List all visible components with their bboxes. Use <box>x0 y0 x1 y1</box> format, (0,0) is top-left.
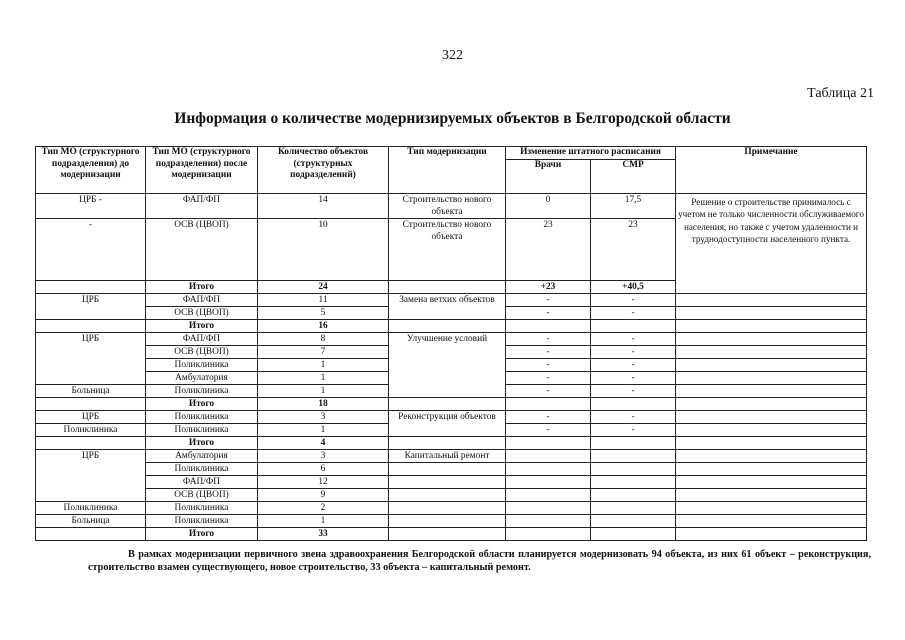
cell-before: ЦРБ <box>36 332 146 384</box>
cell-doctors: - <box>506 293 591 306</box>
note-cell <box>676 436 867 449</box>
note-cell <box>676 488 867 501</box>
cell-doctors: - <box>506 371 591 384</box>
header-staff-change: Изменение штатного расписания <box>506 147 676 160</box>
cell-before: ЦРБ <box>36 293 146 319</box>
cell-doctors <box>506 501 591 514</box>
cell-smr <box>591 319 676 332</box>
cell-doctors: - <box>506 306 591 319</box>
cell-count: 2 <box>258 501 389 514</box>
note-cell <box>676 410 867 423</box>
cell-after: Поликлиника <box>146 501 258 514</box>
cell-mod-type <box>389 475 506 488</box>
note-cell <box>676 306 867 319</box>
cell-doctors <box>506 462 591 475</box>
note-cell <box>676 501 867 514</box>
cell-before: Поликлиника <box>36 423 146 436</box>
cell-total-label: Итого <box>146 436 258 449</box>
header-type-before: Тип МО (структурного подразделения) до модернизации <box>36 147 146 194</box>
note-cell <box>676 358 867 371</box>
cell-doctors: - <box>506 410 591 423</box>
cell-before <box>36 319 146 332</box>
cell-doctors: - <box>506 384 591 397</box>
cell-after: Амбулатория <box>146 371 258 384</box>
cell-count: 6 <box>258 462 389 475</box>
cell-smr: 23 <box>591 218 676 280</box>
cell-doctors: 23 <box>506 218 591 280</box>
note-cell <box>676 514 867 527</box>
cell-mod-type <box>389 462 506 475</box>
cell-mod-type <box>389 514 506 527</box>
cell-before: Поликлиника <box>36 501 146 514</box>
table-label: Таблица 21 <box>807 86 874 101</box>
note-cell <box>676 345 867 358</box>
note-cell <box>676 397 867 410</box>
cell-smr: - <box>591 332 676 345</box>
cell-count: 5 <box>258 306 389 319</box>
cell-mod-type: Улучшение условий <box>389 332 506 397</box>
cell-doctors <box>506 488 591 501</box>
cell-mod-type: Замена ветхих объектов <box>389 293 506 319</box>
note-cell <box>676 371 867 384</box>
cell-smr <box>591 449 676 462</box>
cell-total-count: 16 <box>258 319 389 332</box>
cell-mod-type: Реконструкция объектов <box>389 410 506 436</box>
cell-smr <box>591 527 676 540</box>
cell-after: Поликлиника <box>146 462 258 475</box>
cell-mod-type: Строительство нового объекта <box>389 218 506 280</box>
cell-doctors <box>506 449 591 462</box>
note-cell: Решение о строительстве принималось с учетом не только численности обслуживаемого населения, но также с учетом удаленности и труднодоступности населенного пункта. <box>676 193 867 293</box>
cell-after: ОСВ (ЦВОП) <box>146 306 258 319</box>
cell-smr <box>591 397 676 410</box>
cell-after: ФАП/ФП <box>146 193 258 218</box>
cell-mod-type <box>389 488 506 501</box>
cell-count: 12 <box>258 475 389 488</box>
cell-before: ЦРБ <box>36 410 146 423</box>
cell-count: 1 <box>258 371 389 384</box>
cell-mod-type <box>389 397 506 410</box>
cell-doctors: - <box>506 345 591 358</box>
note-cell <box>676 319 867 332</box>
cell-smr <box>591 436 676 449</box>
cell-smr: - <box>591 410 676 423</box>
cell-mod-type <box>389 319 506 332</box>
note-cell <box>676 384 867 397</box>
header-object-count: Количество объектов (структурных подразделений) <box>258 147 389 194</box>
cell-smr: +40,5 <box>591 280 676 293</box>
cell-doctors <box>506 514 591 527</box>
footnote: В рамках модернизации первичного звена здравоохранения Белгородской области планируется модернизовать 94 объекта, из них 61 объект – реконструкция, строительство взамен существующего, новое строительство, 33 объекта – капитальный ремонт. <box>88 549 871 573</box>
cell-mod-type: Капитальный ремонт <box>389 449 506 462</box>
cell-total-count: 33 <box>258 527 389 540</box>
cell-before: Больница <box>36 514 146 527</box>
cell-smr <box>591 462 676 475</box>
cell-mod-type <box>389 436 506 449</box>
cell-after: ОСВ (ЦВОП) <box>146 488 258 501</box>
cell-doctors <box>506 475 591 488</box>
cell-count: 14 <box>258 193 389 218</box>
cell-after: ФАП/ФП <box>146 293 258 306</box>
note-cell <box>676 293 867 306</box>
cell-count: 1 <box>258 384 389 397</box>
header-modernization-type: Тип модернизации <box>389 147 506 194</box>
cell-total-label: Итого <box>146 319 258 332</box>
note-cell <box>676 423 867 436</box>
cell-count: 1 <box>258 423 389 436</box>
cell-after: Поликлиника <box>146 410 258 423</box>
header-smr: СМР <box>591 159 676 193</box>
cell-count: 7 <box>258 345 389 358</box>
cell-smr: 17,5 <box>591 193 676 218</box>
document-title: Информация о количестве модернизируемых объектов в Белгородской области <box>174 110 731 127</box>
note-cell <box>676 449 867 462</box>
cell-smr <box>591 475 676 488</box>
cell-before: - <box>36 218 146 280</box>
cell-doctors: - <box>506 423 591 436</box>
note-cell <box>676 462 867 475</box>
cell-total-count: 4 <box>258 436 389 449</box>
header-type-after: Тип МО (структурного подразделения) после модернизации <box>146 147 258 194</box>
cell-mod-type: Строительство нового объекта <box>389 193 506 218</box>
cell-before: ЦРБ - <box>36 193 146 218</box>
cell-count: 11 <box>258 293 389 306</box>
cell-count: 10 <box>258 218 389 280</box>
modernization-table <box>35 146 867 541</box>
cell-doctors: - <box>506 332 591 345</box>
cell-doctors: 0 <box>506 193 591 218</box>
cell-after: ФАП/ФП <box>146 475 258 488</box>
cell-total-label: Итого <box>146 397 258 410</box>
cell-after: Амбулатория <box>146 449 258 462</box>
page-number: 322 <box>442 48 463 63</box>
cell-mod-type <box>389 527 506 540</box>
cell-after: Поликлиника <box>146 514 258 527</box>
cell-before <box>36 397 146 410</box>
cell-count: 8 <box>258 332 389 345</box>
cell-total-count: 18 <box>258 397 389 410</box>
cell-before <box>36 280 146 293</box>
cell-after: Поликлиника <box>146 358 258 371</box>
cell-count: 3 <box>258 410 389 423</box>
cell-smr <box>591 488 676 501</box>
cell-count: 1 <box>258 514 389 527</box>
cell-after: ФАП/ФП <box>146 332 258 345</box>
cell-count: 3 <box>258 449 389 462</box>
cell-count: 9 <box>258 488 389 501</box>
cell-smr: - <box>591 345 676 358</box>
cell-count: 1 <box>258 358 389 371</box>
note-cell <box>676 332 867 345</box>
cell-after: Поликлиника <box>146 384 258 397</box>
cell-doctors <box>506 527 591 540</box>
cell-doctors <box>506 319 591 332</box>
cell-before <box>36 527 146 540</box>
cell-doctors: - <box>506 358 591 371</box>
cell-smr: - <box>591 306 676 319</box>
cell-smr: - <box>591 371 676 384</box>
header-note: Примечание <box>676 147 867 194</box>
cell-smr: - <box>591 384 676 397</box>
cell-smr: - <box>591 358 676 371</box>
cell-total-count: 24 <box>258 280 389 293</box>
cell-smr: - <box>591 293 676 306</box>
cell-total-label: Итого <box>146 527 258 540</box>
cell-after: ОСВ (ЦВОП) <box>146 218 258 280</box>
cell-after: Поликлиника <box>146 423 258 436</box>
cell-doctors <box>506 397 591 410</box>
cell-doctors: +23 <box>506 280 591 293</box>
cell-before: ЦРБ <box>36 449 146 501</box>
cell-doctors <box>506 436 591 449</box>
header-doctors: Врачи <box>506 159 591 193</box>
cell-before <box>36 436 146 449</box>
cell-total-label: Итого <box>146 280 258 293</box>
cell-before: Больница <box>36 384 146 397</box>
cell-after: ОСВ (ЦВОП) <box>146 345 258 358</box>
cell-mod-type <box>389 280 506 293</box>
note-cell <box>676 527 867 540</box>
cell-smr: - <box>591 423 676 436</box>
cell-mod-type <box>389 501 506 514</box>
note-cell <box>676 475 867 488</box>
cell-smr <box>591 514 676 527</box>
cell-smr <box>591 501 676 514</box>
